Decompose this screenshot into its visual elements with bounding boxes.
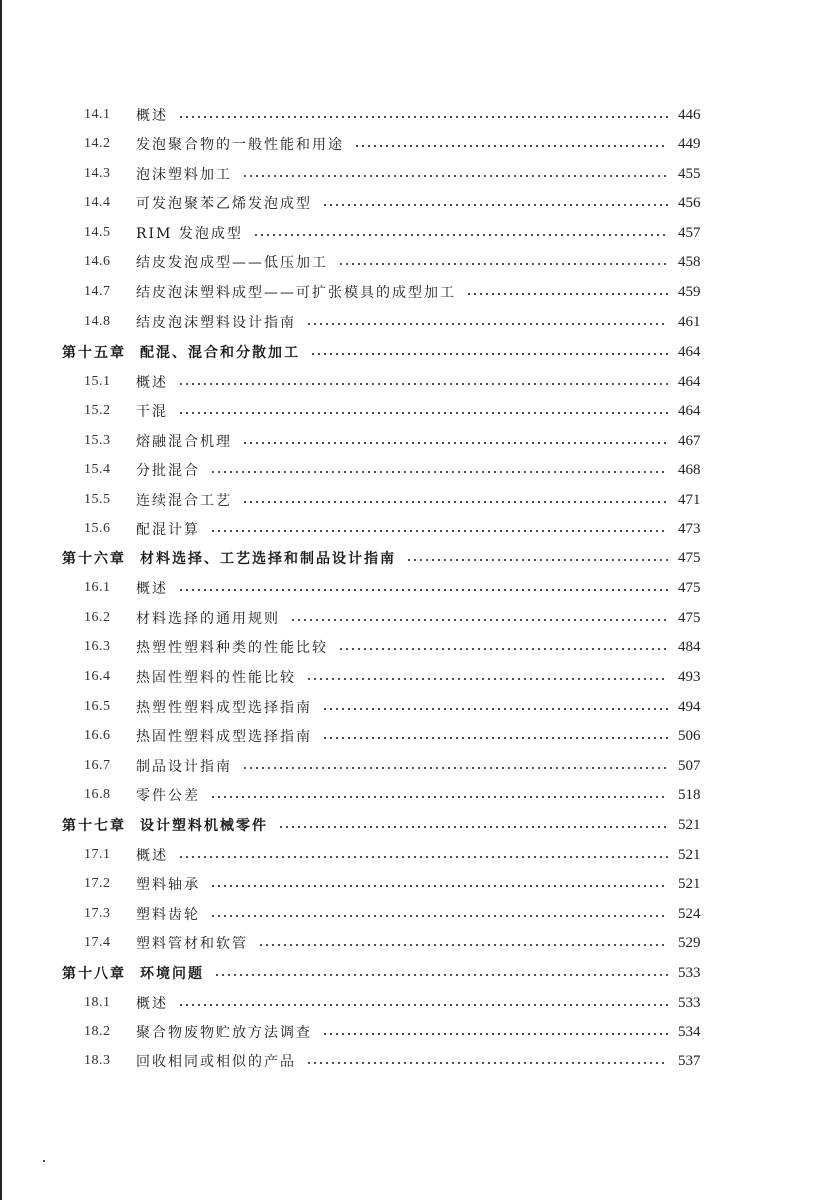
section-title: 配混计算 bbox=[136, 522, 200, 538]
section-number: 14.5 bbox=[84, 225, 111, 240]
section-number: 16.3 bbox=[84, 639, 111, 654]
dot-leader bbox=[242, 767, 668, 769]
section-number: 17.1 bbox=[84, 847, 111, 862]
section-title: 制品设计指南 bbox=[136, 759, 232, 775]
dot-leader bbox=[306, 1062, 668, 1064]
section-title: 结皮泡沫塑料设计指南 bbox=[136, 315, 296, 331]
toc-section-entry[interactable] bbox=[84, 222, 712, 244]
page-number: 534 bbox=[678, 1023, 701, 1040]
page-number: 521 bbox=[678, 875, 701, 892]
dot-leader bbox=[338, 648, 668, 650]
page-number: 475 bbox=[678, 579, 701, 596]
section-number: 18.2 bbox=[84, 1024, 111, 1039]
page-number: 493 bbox=[678, 668, 701, 685]
section-title: 概述 bbox=[136, 848, 168, 864]
section-title: 零件公差 bbox=[136, 788, 200, 804]
dot-leader bbox=[338, 263, 668, 265]
dot-leader bbox=[322, 204, 668, 206]
section-number: 14.4 bbox=[84, 195, 111, 210]
section-number: 17.3 bbox=[84, 906, 111, 921]
toc-section-entry[interactable] bbox=[84, 251, 712, 273]
dot-leader bbox=[242, 501, 668, 503]
section-number: 16.8 bbox=[84, 787, 111, 802]
page-number: 475 bbox=[678, 609, 701, 626]
scan-speck bbox=[43, 1160, 45, 1162]
page-number: 494 bbox=[678, 698, 701, 715]
toc-section-entry[interactable] bbox=[84, 163, 712, 185]
page-number: 484 bbox=[678, 638, 701, 655]
chapter-number: 第十八章 bbox=[62, 966, 126, 982]
page-number: 475 bbox=[678, 549, 701, 566]
page-number: 461 bbox=[678, 313, 701, 330]
page-number: 459 bbox=[678, 283, 701, 300]
section-number: 15.3 bbox=[84, 433, 111, 448]
section-title: 概述 bbox=[136, 375, 168, 391]
page-number: 471 bbox=[678, 491, 701, 508]
dot-leader bbox=[178, 589, 668, 591]
dot-leader bbox=[210, 915, 668, 917]
dot-leader bbox=[354, 145, 668, 147]
section-title: 熔融混合机理 bbox=[136, 434, 232, 450]
section-number: 14.6 bbox=[84, 254, 111, 269]
dot-leader bbox=[290, 619, 668, 621]
section-title: 材料选择的通用规则 bbox=[136, 611, 280, 627]
page-number: 464 bbox=[678, 343, 701, 360]
section-number: 14.1 bbox=[84, 107, 111, 122]
section-title: 可发泡聚苯乙烯发泡成型 bbox=[136, 196, 312, 212]
dot-leader bbox=[242, 175, 668, 177]
page-number: 507 bbox=[678, 757, 701, 774]
section-title: 干混 bbox=[136, 404, 168, 420]
dot-leader bbox=[178, 383, 668, 385]
toc-section-entry[interactable] bbox=[84, 903, 712, 925]
page-number: 467 bbox=[678, 432, 701, 449]
section-title: 塑料管材和软管 bbox=[136, 936, 248, 952]
toc-section-entry[interactable] bbox=[84, 992, 712, 1014]
toc-section-entry[interactable] bbox=[84, 133, 712, 155]
toc-section-entry[interactable] bbox=[84, 755, 712, 777]
dot-leader bbox=[406, 559, 668, 561]
section-title: RIM 发泡成型 bbox=[136, 226, 243, 242]
page-number: 506 bbox=[678, 727, 701, 744]
section-number: 17.2 bbox=[84, 876, 111, 891]
toc-section-entry[interactable] bbox=[84, 932, 712, 954]
section-number: 14.2 bbox=[84, 136, 111, 151]
toc-section-entry[interactable] bbox=[84, 311, 712, 333]
page-number: 529 bbox=[678, 934, 701, 951]
toc-chapter-entry[interactable] bbox=[62, 814, 712, 836]
chapter-title: 设计塑料机械零件 bbox=[140, 818, 268, 834]
dot-leader bbox=[310, 353, 668, 355]
page-number: 533 bbox=[678, 994, 701, 1011]
section-title: 连续混合工艺 bbox=[136, 493, 232, 509]
toc-section-entry[interactable] bbox=[84, 784, 712, 806]
section-title: 热固性塑料的性能比较 bbox=[136, 670, 296, 686]
dot-leader bbox=[178, 856, 668, 858]
toc-section-entry[interactable] bbox=[84, 607, 712, 629]
section-title: 泡沫塑料加工 bbox=[136, 167, 232, 183]
section-number: 18.3 bbox=[84, 1053, 111, 1068]
toc-chapter-entry[interactable] bbox=[62, 547, 712, 569]
section-title: 结皮发泡成型——低压加工 bbox=[136, 255, 328, 271]
dot-leader bbox=[210, 796, 668, 798]
section-title: 聚合物废物贮放方法调查 bbox=[136, 1025, 312, 1041]
section-title: 热塑性塑料成型选择指南 bbox=[136, 700, 312, 716]
section-number: 15.6 bbox=[84, 521, 111, 536]
page-number: 537 bbox=[678, 1052, 701, 1069]
section-title: 发泡聚合物的一般性能和用途 bbox=[136, 137, 344, 153]
toc-section-entry[interactable] bbox=[84, 577, 712, 599]
chapter-title: 配混、混合和分散加工 bbox=[140, 345, 300, 361]
toc-chapter-entry[interactable] bbox=[62, 341, 712, 363]
section-number: 16.6 bbox=[84, 728, 111, 743]
section-number: 16.7 bbox=[84, 758, 111, 773]
section-number: 15.4 bbox=[84, 462, 111, 477]
toc-section-entry[interactable] bbox=[84, 281, 712, 303]
dot-leader bbox=[178, 1004, 668, 1006]
page-number: 464 bbox=[678, 402, 701, 419]
page-number: 521 bbox=[678, 846, 701, 863]
toc-section-entry[interactable] bbox=[84, 636, 712, 658]
section-number: 16.2 bbox=[84, 610, 111, 625]
page-edge-rule bbox=[0, 0, 2, 1200]
section-title: 热固性塑料成型选择指南 bbox=[136, 729, 312, 745]
toc-section-entry[interactable] bbox=[84, 666, 712, 688]
page-number: 464 bbox=[678, 373, 701, 390]
chapter-number: 第十六章 bbox=[62, 551, 126, 567]
dot-leader bbox=[242, 442, 668, 444]
toc-section-entry[interactable] bbox=[84, 844, 712, 866]
toc-section-entry[interactable] bbox=[84, 371, 712, 393]
section-number: 17.4 bbox=[84, 935, 111, 950]
dot-leader bbox=[306, 678, 668, 680]
dot-leader bbox=[210, 885, 668, 887]
page-number: 468 bbox=[678, 461, 701, 478]
chapter-number: 第十七章 bbox=[62, 818, 126, 834]
page-number: 524 bbox=[678, 905, 701, 922]
dot-leader bbox=[210, 471, 668, 473]
toc-chapter-entry[interactable] bbox=[62, 962, 712, 984]
dot-leader bbox=[322, 1033, 668, 1035]
dot-leader bbox=[322, 737, 668, 739]
page-number: 457 bbox=[678, 224, 701, 241]
toc-section-entry[interactable] bbox=[84, 873, 712, 895]
toc-section-entry[interactable] bbox=[84, 1021, 712, 1043]
dot-leader bbox=[214, 974, 668, 976]
section-number: 18.1 bbox=[84, 995, 111, 1010]
section-number: 16.1 bbox=[84, 580, 111, 595]
section-number: 15.1 bbox=[84, 374, 111, 389]
toc-section-entry[interactable] bbox=[84, 192, 712, 214]
toc-section-entry[interactable] bbox=[84, 1050, 712, 1072]
page-number: 473 bbox=[678, 520, 701, 537]
section-number: 16.4 bbox=[84, 669, 111, 684]
dot-leader bbox=[258, 944, 668, 946]
toc-section-entry[interactable] bbox=[84, 518, 712, 540]
toc-section-entry[interactable] bbox=[84, 104, 712, 126]
section-title: 回收相同或相似的产品 bbox=[136, 1054, 296, 1070]
dot-leader bbox=[466, 293, 668, 295]
toc-section-entry[interactable] bbox=[84, 400, 712, 422]
dot-leader bbox=[253, 234, 668, 236]
section-number: 14.7 bbox=[84, 284, 111, 299]
section-number: 14.3 bbox=[84, 166, 111, 181]
section-title: 概述 bbox=[136, 996, 168, 1012]
toc-section-entry[interactable] bbox=[84, 459, 712, 481]
page-number: 456 bbox=[678, 194, 701, 211]
dot-leader bbox=[178, 412, 668, 414]
toc-section-entry[interactable] bbox=[84, 489, 712, 511]
page-number: 449 bbox=[678, 135, 701, 152]
toc-section-entry[interactable] bbox=[84, 725, 712, 747]
page-number: 446 bbox=[678, 106, 701, 123]
section-number: 14.8 bbox=[84, 314, 111, 329]
chapter-title: 材料选择、工艺选择和制品设计指南 bbox=[140, 551, 396, 567]
section-title: 结皮泡沫塑料成型——可扩张模具的成型加工 bbox=[136, 285, 456, 301]
dot-leader bbox=[306, 323, 668, 325]
dot-leader bbox=[210, 530, 668, 532]
section-title: 概述 bbox=[136, 108, 168, 124]
section-title: 塑料轴承 bbox=[136, 877, 200, 893]
dot-leader bbox=[322, 708, 668, 710]
page-number: 518 bbox=[678, 786, 701, 803]
section-number: 15.5 bbox=[84, 492, 111, 507]
chapter-number: 第十五章 bbox=[62, 345, 126, 361]
page-number: 458 bbox=[678, 253, 701, 270]
dot-leader bbox=[278, 826, 668, 828]
page-number: 533 bbox=[678, 964, 701, 981]
toc-section-entry[interactable] bbox=[84, 430, 712, 452]
section-title: 概述 bbox=[136, 581, 168, 597]
section-title: 塑料齿轮 bbox=[136, 907, 200, 923]
page-number: 521 bbox=[678, 816, 701, 833]
dot-leader bbox=[178, 116, 668, 118]
section-title: 热塑性塑料种类的性能比较 bbox=[136, 640, 328, 656]
section-number: 15.2 bbox=[84, 403, 111, 418]
section-number: 16.5 bbox=[84, 699, 111, 714]
section-title: 分批混合 bbox=[136, 463, 200, 479]
toc-section-entry[interactable] bbox=[84, 696, 712, 718]
chapter-title: 环境问题 bbox=[140, 966, 204, 982]
page-number: 455 bbox=[678, 165, 701, 182]
